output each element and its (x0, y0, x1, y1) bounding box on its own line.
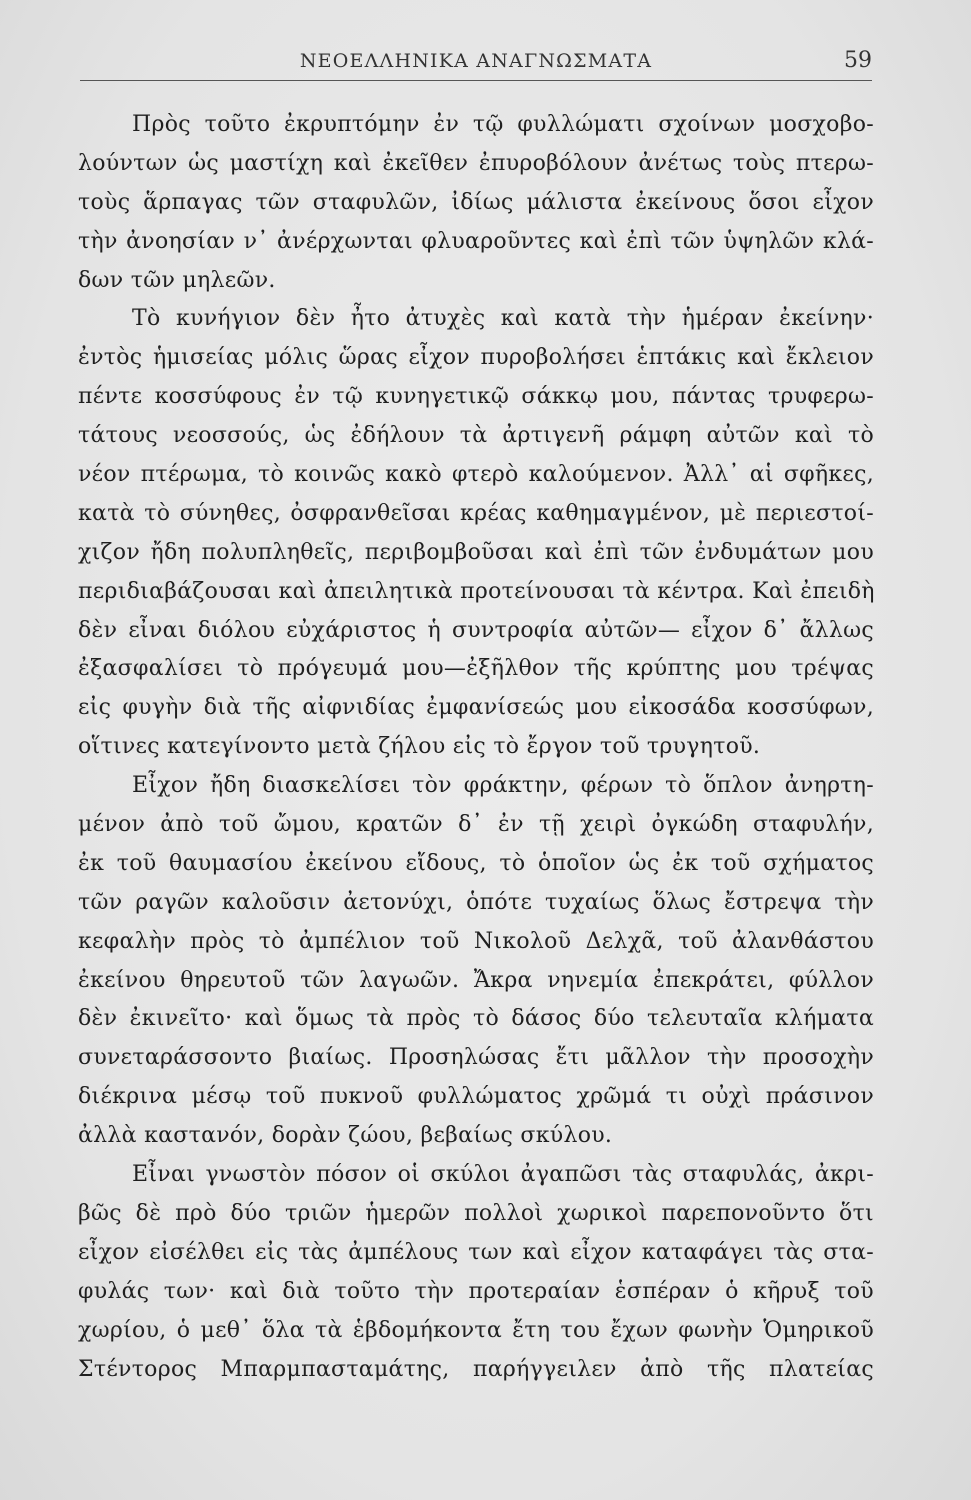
text-line: Εἶχον ἤδη διασκελίσει τὸν φράκτην, φέρων τὸ ὅπλον ἀνηρτη- (132, 773, 874, 799)
body-text (78, 106, 874, 1389)
page-number: 59 (844, 48, 872, 73)
text-line: πέντε κοσσύφους ἐν τῷ κυνηγετικῷ σάκκῳ μου, πάντας τρυφερω- (78, 384, 874, 410)
text-line: δων τῶν μηλεῶν. (78, 267, 276, 293)
text-line: Πρὸς τοῦτο ἐκρυπτόμην ἐν τῷ φυλλώματι σχοίνων μοσχοβο- (132, 112, 874, 137)
text-line: ἐκείνου θηρευτοῦ τῶν λαγωῶν. Ἄκρα νηνεμία ἐπεκράτει, φύλλον (78, 967, 874, 993)
text-line: περιδιαβάζουσαι καὶ ἀπειλητικὰ προτείνουσαι τὰ κέντρα. Καὶ ἐπειδὴ (78, 578, 875, 604)
text-line: οἵτινες κατεγίνοντο μετὰ ζήλου εἰς τὸ ἔργον τοῦ τρυγητοῦ. (78, 734, 761, 760)
text-line: Εἶναι γνωστὸν πόσον οἱ σκύλοι ἀγαπῶσι τὰς σταφυλάς, ἀκρι- (132, 1162, 874, 1188)
text-line: κεφαλὴν πρὸς τὸ ἀμπέλιον τοῦ Νικολοῦ Δελχᾶ, τοῦ ἀλανθάστου (78, 928, 874, 954)
text-line: φυλάς των· καὶ διὰ τοῦτο τὴν προτεραίαν ἑσπέραν ὁ κῆρυξ τοῦ (78, 1278, 874, 1304)
text-line: κατὰ τὸ σύνηθες, ὀσφρανθεῖσαι κρέας καθημαγμένον, μὲ περιεστοί- (78, 500, 874, 526)
text-line: ἐκ τοῦ θαυμασίου ἐκείνου εἴδους, τὸ ὁποῖον ὡς ἐκ τοῦ σχήματος (78, 850, 874, 876)
text-line: νέον πτέρωμα, τὸ κοινῶς κακὸ φτερὸ καλούμενον. Ἀλλ᾽ αἱ σφῆκες, (78, 462, 874, 488)
text-line: συνεταράσσοντο βιαίως. Προσηλώσας ἔτι μᾶλλον τὴν προσοχὴν (78, 1045, 874, 1071)
text-line: διέκρινα μέσῳ τοῦ πυκνοῦ φυλλώματος χρῶμά τι οὐχὶ πράσινον (78, 1084, 874, 1110)
text-line: χωρίου, ὁ μεθ᾽ ὅλα τὰ ἑβδομήκοντα ἔτη του ἔχων φωνὴν Ὁμηρικοῦ (78, 1317, 874, 1343)
header-rule (80, 80, 872, 81)
page-header (80, 50, 872, 80)
text-line: δὲν εἶναι διόλου εὐχάριστος ἡ συντροφία αὐτῶν— εἶχον δ᾽ ἄλλως (78, 617, 874, 643)
text-line: ἐντὸς ἡμισείας μόλις ὥρας εἶχον πυροβολήσει ἑπτάκις καὶ ἔκλειον (78, 345, 874, 371)
text-line: τὴν ἀνοησίαν ν᾽ ἀνέρχωνται φλυαροῦντες καὶ ἐπὶ τῶν ὑψηλῶν κλά- (78, 228, 874, 254)
text-line: βῶς δὲ πρὸ δύο τριῶν ἡμερῶν πολλοὶ χωρικοὶ παρεπονοῦντο ὅτι (78, 1200, 874, 1226)
text-line: εἶχον εἰσέλθει εἰς τὰς ἀμπέλους των καὶ εἶχον καταφάγει τὰς στα- (78, 1239, 874, 1265)
text-line: ἀλλὰ καστανόν, δορὰν ζώου, βεβαίως σκύλου. (78, 1123, 613, 1149)
text-line: χιζον ἤδη πολυπληθεῖς, περιβομβοῦσαι καὶ ἐπὶ τῶν ἐνδυμάτων μου (78, 539, 874, 565)
text-line: τοὺς ἅρπαγας τῶν σταφυλῶν, ἰδίως μάλιστα ἐκείνους ὅσοι εἶχον (78, 189, 874, 215)
text-line: τῶν ραγῶν καλοῦσιν ἀετονύχι, ὁπότε τυχαίως ὅλως ἔστρεψα τὴν (78, 889, 874, 915)
running-title: ΝΕΟΕΛΛΗΝΙΚΑ ΑΝΑΓΝΩΣΜΑΤΑ (299, 50, 653, 72)
text-line: μένον ἀπὸ τοῦ ὤμου, κρατῶν δ᾽ ἐν τῇ χειρὶ ὀγκώδη σταφυλήν, (78, 812, 874, 838)
text-line: δὲν ἐκινεῖτο· καὶ ὅμως τὰ πρὸς τὸ δάσος δύο τελευταῖα κλήματα (78, 1006, 874, 1032)
text-line: λούντων ὡς μαστίχη καὶ ἐκεῖθεν ἐπυροβόλουν ἀνέτως τοὺς πτερω- (78, 150, 874, 176)
text-line: τάτους νεοσσούς, ὡς ἐδήλουν τὰ ἀρτιγενῆ ράμφη αὐτῶν καὶ τὸ (78, 423, 874, 449)
text-line: ἐξασφαλίσει τὸ πρόγευμά μου—ἐξῆλθον τῆς κρύπτης μου τρέψας (78, 656, 874, 682)
text-line: εἰς φυγὴν διὰ τῆς αἰφνιδίας ἐμφανίσεώς μου εἰκοσάδα κοσσύφων, (78, 695, 874, 721)
text-line: Στέντορος Μπαρμπασταμάτης, παρήγγειλεν ἀπὸ τῆς πλατείας (78, 1356, 874, 1382)
text-line: Τὸ κυνήγιον δὲν ἦτο ἀτυχὲς καὶ κατὰ τὴν ἡμέραν ἐκείνην· (132, 306, 874, 332)
